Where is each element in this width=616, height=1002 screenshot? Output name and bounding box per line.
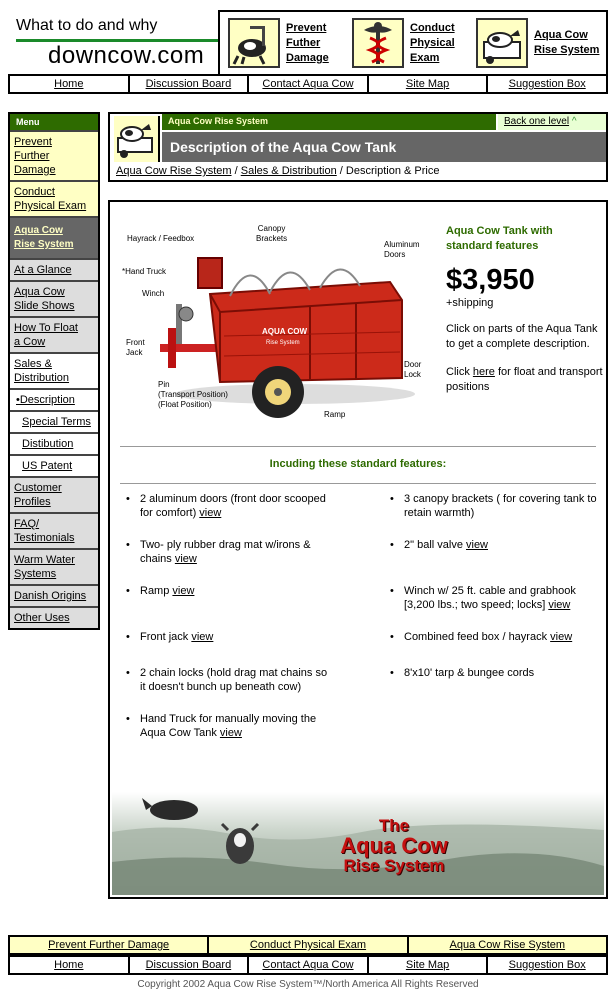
- aqua-cow-tank-icon: [476, 18, 528, 68]
- sidebar-item-danish-origins[interactable]: Danish Origins: [10, 584, 98, 606]
- label-hayrack[interactable]: Hayrack / Feedbox: [127, 234, 195, 243]
- promo-physical-exam[interactable]: [352, 16, 472, 72]
- label-door-lock[interactable]: Door Lock: [404, 360, 422, 379]
- site-name: downcow.com: [48, 42, 205, 69]
- feature-item: • 2" ball valve view: [390, 539, 489, 551]
- view-link[interactable]: view: [174, 553, 197, 565]
- promo-aqua-label: Aqua Cow Rise System: [534, 29, 600, 56]
- here-link[interactable]: here: [472, 366, 495, 378]
- feature-item: • Front jack view: [126, 631, 214, 643]
- footer-aqua-cow[interactable]: Aqua Cow Rise System: [449, 939, 566, 951]
- price-value: $3,950: [446, 264, 535, 296]
- label-pin[interactable]: Pin (Transport Position) (Float Position): [158, 380, 228, 409]
- footer-nav: [8, 955, 608, 975]
- promo-bar: [218, 10, 608, 74]
- label-canopy[interactable]: Canopy Brackets: [256, 224, 288, 243]
- sidebar-heading: Menu: [10, 114, 98, 130]
- tank-text-2: Rise System: [266, 340, 300, 346]
- label-hand-truck[interactable]: *Hand Truck: [122, 267, 167, 276]
- price-box: [446, 224, 606, 395]
- feature-item: • 3 canopy brackets ( for covering tank to retain warmth): [390, 493, 597, 519]
- footer-nav-home[interactable]: Home: [10, 957, 130, 973]
- footer-primary-nav: [8, 935, 608, 955]
- divider: [120, 446, 596, 447]
- label-ramp[interactable]: Ramp: [324, 410, 346, 419]
- sidebar-item-faq[interactable]: FAQ/ Testimonials: [10, 512, 98, 548]
- sidebar-item-customer-profiles[interactable]: Customer Profiles: [10, 476, 98, 512]
- promo-exam-label: Conduct Physical Exam: [410, 22, 455, 64]
- up-arrow-icon: ^: [571, 116, 577, 127]
- feature-item: • 2 aluminum doors (front door scooped for comfort) view: [126, 493, 326, 519]
- feature-item: • Hand Truck for manually moving the Aqua Cow Tank view: [126, 713, 317, 739]
- footer-nav-suggestion-box[interactable]: Suggestion Box: [508, 959, 586, 971]
- sidebar-item-other-uses[interactable]: Other Uses: [10, 606, 98, 628]
- view-link[interactable]: view: [548, 599, 571, 611]
- float-transport-text: Click here for float and transport positions: [446, 366, 603, 393]
- main-panel: [108, 200, 608, 899]
- view-link[interactable]: view: [219, 727, 242, 739]
- top-nav: [8, 74, 608, 94]
- footer-nav-contact[interactable]: Contact Aqua Cow: [249, 957, 369, 973]
- promo-aqua-cow[interactable]: [476, 16, 606, 72]
- promo-prevent-damage[interactable]: [228, 16, 348, 72]
- copyright: Copyright 2002 Aqua Cow Rise System™/North America All Rights Reserved: [137, 979, 479, 990]
- breadcrumb-aqua-cow[interactable]: Aqua Cow Rise System: [116, 165, 232, 177]
- nav-contact[interactable]: Contact Aqua Cow: [249, 76, 369, 92]
- footer-physical-exam[interactable]: Conduct Physical Exam: [209, 937, 408, 953]
- label-front-jack[interactable]: Front Jack: [126, 338, 145, 357]
- cow-hoist-icon: [228, 18, 280, 68]
- sidebar-item-prevent-damage[interactable]: Prevent Further Damage: [10, 130, 98, 180]
- nav-home[interactable]: Home: [10, 76, 130, 92]
- sidebar-item-us-patent[interactable]: US Patent: [10, 454, 98, 476]
- sidebar-item-description[interactable]: •Description: [10, 388, 98, 410]
- sidebar-item-slide-shows[interactable]: Aqua Cow Slide Shows: [10, 280, 98, 316]
- site-logo[interactable]: [8, 12, 218, 72]
- nav-discussion-board[interactable]: Discussion Board: [130, 76, 250, 92]
- divider: [120, 483, 596, 484]
- sidebar-item-special-terms[interactable]: Special Terms: [10, 410, 98, 432]
- tank-text-1: AQUA COW: [262, 327, 308, 336]
- site-tagline: What to do and why: [16, 17, 158, 34]
- aqua-cow-tank-icon: [114, 116, 160, 162]
- page-title: Description of the Aqua Cow Tank: [162, 132, 606, 162]
- view-link[interactable]: view: [466, 539, 489, 551]
- content-header: [108, 112, 608, 182]
- view-link[interactable]: view: [172, 585, 195, 597]
- sidebar-item-distribution[interactable]: Distibution: [10, 432, 98, 454]
- sidebar-item-physical-exam[interactable]: Conduct Physical Exam: [10, 180, 98, 216]
- sidebar-item-sales[interactable]: Sales & Distribution: [10, 352, 98, 388]
- feature-item: • 8'x10' tarp & bungee cords: [390, 667, 535, 679]
- sidebar-menu: [8, 112, 100, 630]
- sidebar-item-how-to-float[interactable]: How To Float a Cow: [10, 316, 98, 352]
- section-label: Aqua Cow Rise System: [162, 114, 496, 130]
- breadcrumb-current: Description & Price: [345, 165, 440, 177]
- click-parts-text: Click on parts of the Aqua Tank to get a complete description.: [446, 323, 598, 350]
- view-link[interactable]: view: [191, 631, 214, 643]
- features-title: Incuding these standard features:: [269, 458, 447, 470]
- breadcrumb-sales[interactable]: Sales & Distribution: [240, 165, 337, 177]
- footer-nav-discussion-board[interactable]: Discussion Board: [130, 957, 250, 973]
- footer-nav-site-map[interactable]: Site Map: [369, 957, 489, 973]
- view-link[interactable]: view: [199, 507, 222, 519]
- view-link[interactable]: view: [550, 631, 573, 643]
- tank-diagram[interactable]: [120, 216, 420, 426]
- sidebar-item-warm-water[interactable]: Warm Water Systems: [10, 548, 98, 584]
- breadcrumb: Aqua Cow Rise System / Sales & Distribution / Description & Price: [116, 165, 440, 177]
- sidebar-item-aqua-cow[interactable]: Aqua Cow Rise System: [10, 216, 98, 258]
- shipping-note: +shipping: [446, 297, 494, 309]
- feature-item: • Combined feed box / hayrack view: [390, 631, 573, 643]
- sidebar-item-at-a-glance[interactable]: At a Glance: [10, 258, 98, 280]
- footer-prevent-damage[interactable]: Prevent Further Damage: [10, 937, 209, 953]
- nav-site-map[interactable]: Site Map: [369, 76, 489, 92]
- nav-suggestion-box[interactable]: Suggestion Box: [508, 78, 586, 90]
- promo-prevent-label: Prevent Futher Damage: [286, 22, 329, 64]
- label-winch[interactable]: Winch: [142, 289, 165, 298]
- back-one-level-link[interactable]: Back one level ^: [498, 114, 606, 130]
- feature-item: • 2 chain locks (hold drag mat chains so it doesn't bunch up beneath cow): [126, 667, 328, 693]
- aqua-cow-banner: [112, 792, 604, 895]
- label-aluminum-doors[interactable]: Aluminum Doors: [384, 240, 420, 259]
- feature-item: • Ramp view: [126, 585, 195, 597]
- feature-item: • Winch w/ 25 ft. cable and grabhook [3,200 lbs.; two speed; locks] view: [390, 585, 576, 611]
- banner-logo-text: The Aqua Cow Rise System: [340, 816, 448, 875]
- price-title: Aqua Cow Tank with standard features: [446, 225, 553, 252]
- caduceus-icon: [352, 18, 404, 68]
- feature-item: • Two- ply rubber drag mat w/irons & chains view: [126, 539, 311, 565]
